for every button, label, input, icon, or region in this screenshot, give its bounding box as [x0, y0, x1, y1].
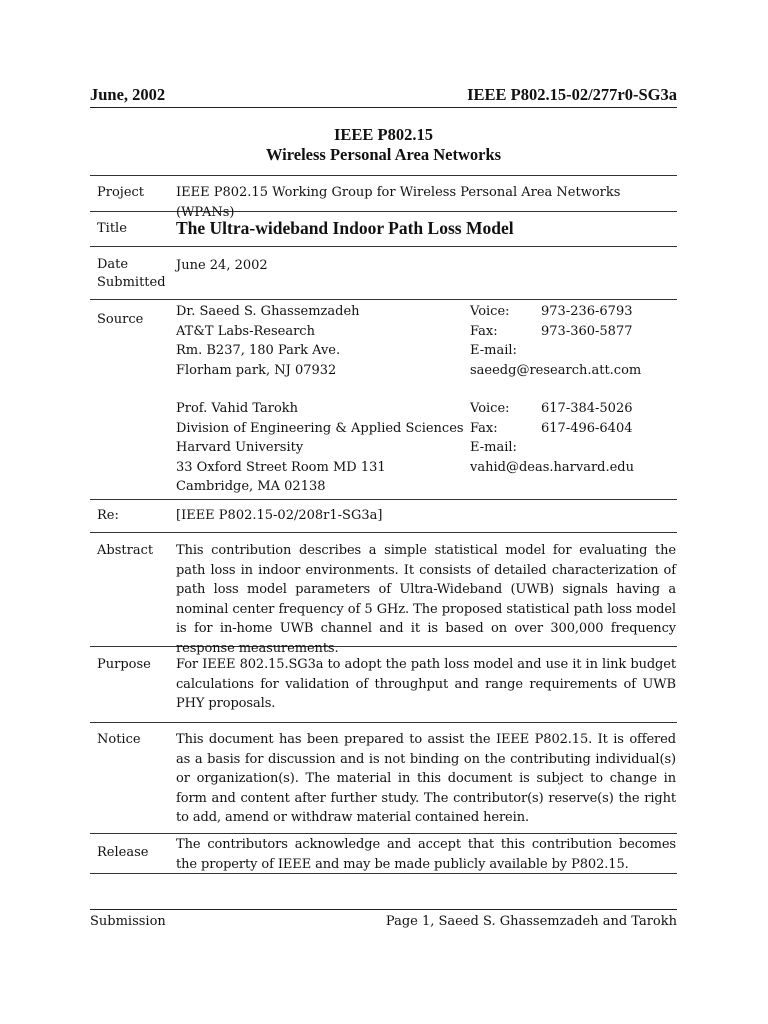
address-line: AT&T Labs-Research — [176, 323, 315, 339]
email-label: E-mail: — [470, 343, 517, 358]
date-label — [97, 256, 167, 292]
address-line: Harvard University — [176, 440, 304, 455]
project-label: Project — [97, 185, 145, 200]
footer-page-info: Page 1, Saeed S. Ghassemzadeh and Tarokh — [385, 914, 677, 929]
voice-number: 973-236-6793 — [541, 304, 633, 319]
page-header — [90, 83, 677, 108]
date-value: June 24, 2002 — [176, 258, 268, 273]
notice-label: Notice — [97, 732, 141, 747]
address-line: Florham park, NJ 07932 — [176, 362, 337, 378]
title-label: Title — [97, 221, 127, 236]
author-1-contact — [470, 302, 680, 380]
abstract-label: Abstract — [97, 543, 154, 558]
notice-value: This document has been prepared to assist the IEEE P802.15. It is offered as a basis for discussion and is not binding on the contributing individual(s) or organization(s). The material in this document is subject to change in form and content after further study. The contributor(s) reserve(s) the right to add, amend or withdraw material contained herein. — [176, 732, 676, 825]
release-label: Release — [97, 845, 149, 860]
re-value: [IEEE P802.15-02/208r1-SG3a] — [176, 508, 383, 523]
fax-number: 973-360-5877 — [541, 323, 633, 339]
abstract-value: This contribution describes a simple statistical model for evaluating the path loss in indoor environments. It consists of detailed characterization of path loss model parameters of Ultra-Wideband (UWB) signals having a nominal center frequency of 5 GHz. The proposed statistical path loss model is for in-home UWB channel and it is based on over 300,000 frequency response measurements. — [176, 543, 676, 656]
table-rule — [90, 833, 677, 834]
author-2-contact — [470, 399, 680, 477]
fax-row — [470, 419, 680, 439]
table-rule — [90, 532, 677, 533]
project-value: IEEE P802.15 Working Group for Wireless Personal Area Networks (WPANs) — [176, 185, 621, 220]
fax-number: 617-496-6404 — [541, 420, 633, 436]
voice-row — [470, 302, 680, 322]
fax-label: Fax: — [470, 323, 498, 339]
address-line: Dr. Saeed S. Ghassemzadeh — [176, 304, 360, 319]
purpose-label: Purpose — [97, 657, 151, 672]
author-1-address — [176, 302, 466, 380]
org-line-2: Wireless Personal Area Networks — [265, 145, 502, 164]
address-line: Rm. B237, 180 Park Ave. — [176, 343, 341, 358]
email-row — [470, 438, 680, 477]
voice-label: Voice: — [470, 304, 510, 319]
organization-title — [90, 125, 677, 165]
table-rule — [90, 299, 677, 300]
address-line: Division of Engineering & Applied Sciences — [176, 420, 464, 436]
source-label: Source — [97, 312, 144, 327]
author-2-address — [176, 399, 466, 497]
email-address: vahid@deas.harvard.edu — [470, 459, 635, 475]
table-rule — [90, 175, 677, 176]
table-rule — [90, 246, 677, 247]
email-address: saeedg@research.att.com — [470, 362, 642, 378]
voice-label: Voice: — [470, 401, 510, 416]
footer-rule — [90, 909, 677, 910]
org-line-1: IEEE P802.15 — [333, 125, 434, 144]
address-line: 33 Oxford Street Room MD 131 — [176, 459, 386, 475]
address-line: Cambridge, MA 02138 — [176, 479, 326, 494]
header-doc-id: IEEE P802.15-02/277r0-SG3a — [467, 85, 677, 104]
date-label-line-1: Date — [97, 257, 129, 272]
header-date: June, 2002 — [90, 85, 166, 104]
footer-submission: Submission — [90, 914, 166, 929]
table-rule — [90, 499, 677, 500]
email-row — [470, 341, 680, 380]
re-label: Re: — [97, 508, 119, 523]
purpose-value: For IEEE 802.15.SG3a to adopt the path loss model and use it in link budget calculations for validation of throughput and range requirements of UWB PHY proposals. — [176, 657, 676, 711]
fax-row — [470, 322, 680, 342]
table-rule — [90, 722, 677, 723]
email-label: E-mail: — [470, 440, 517, 455]
date-label-line-2: Submitted — [97, 275, 166, 290]
voice-number: 617-384-5026 — [541, 401, 633, 416]
voice-row — [470, 399, 680, 419]
title-value: The Ultra-wideband Indoor Path Loss Model — [176, 218, 514, 238]
release-value: The contributors acknowledge and accept that this contribution becomes the property of IEEE and may be made publicly available by P802.15. — [176, 837, 676, 872]
fax-label: Fax: — [470, 420, 498, 436]
address-line: Prof. Vahid Tarokh — [176, 401, 299, 416]
